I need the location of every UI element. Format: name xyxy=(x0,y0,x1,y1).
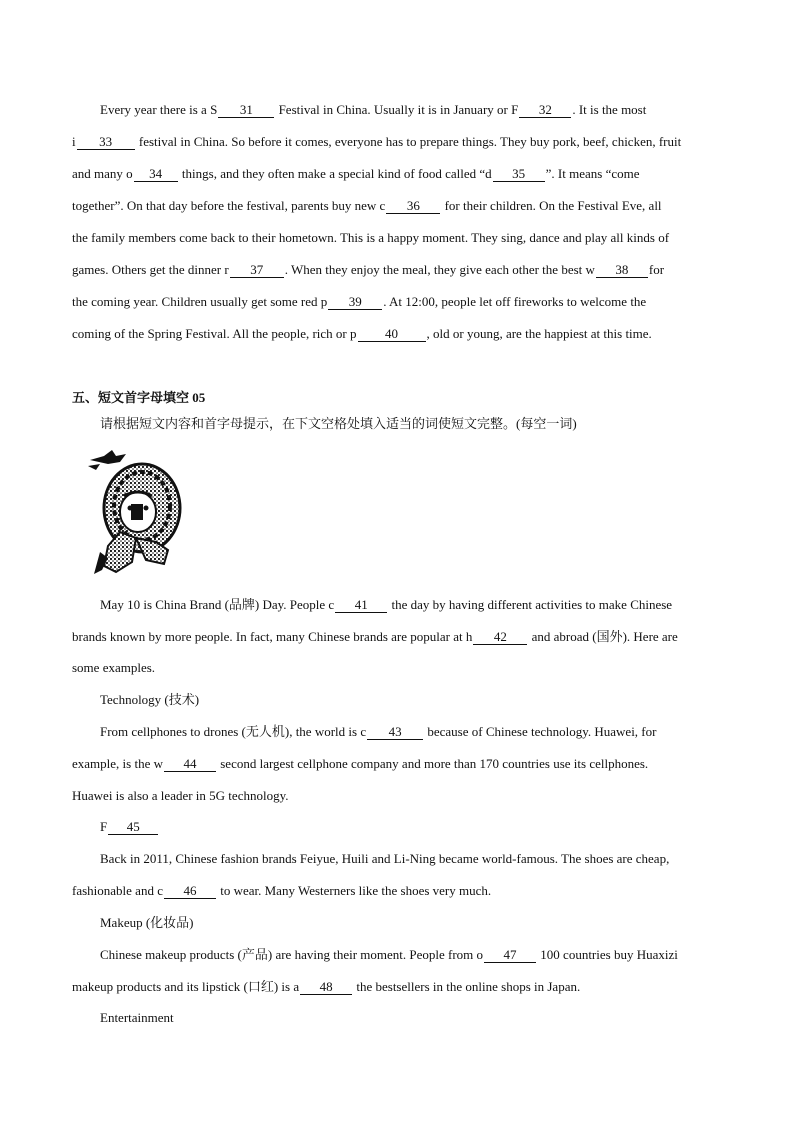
p2-line-1 xyxy=(100,595,672,615)
text-segment: the family members come back to their hometown. This is a happy moment. They sing, dance and play all kinds of xyxy=(72,230,670,245)
text-segment: Technology (技术) xyxy=(100,692,200,707)
p2-subheading-entertainment xyxy=(100,1008,174,1028)
p1-line-8 xyxy=(72,324,652,344)
p1-line-4 xyxy=(72,196,662,216)
section-heading: 五、短文首字母填空 05 xyxy=(72,390,206,405)
blank-46[interactable]: 46 xyxy=(164,883,216,899)
text-segment: , old or young, are the happiest at this time. xyxy=(426,326,652,341)
text-segment: . It is the most xyxy=(572,102,647,117)
p2-line-7 xyxy=(72,786,288,806)
text-segment: example, is the w xyxy=(72,756,163,771)
text-segment: ”. It means “come xyxy=(545,166,640,181)
text-segment: . When they enjoy the meal, they give each other the best w xyxy=(284,262,595,277)
text-segment: and abroad (国外). Here are xyxy=(528,629,678,644)
p2-subheading-blank-45 xyxy=(100,817,159,837)
p1-line-1 xyxy=(100,100,646,120)
blank-41[interactable]: 41 xyxy=(335,597,387,613)
text-segment: because of Chinese technology. Huawei, for xyxy=(424,724,657,739)
p1-line-3 xyxy=(72,164,639,184)
text-segment: Festival in China. Usually it is in January or F xyxy=(275,102,519,117)
p1-line-6 xyxy=(72,260,664,280)
text-segment: i xyxy=(72,134,76,149)
text-segment: Back in 2011, Chinese fashion brands Feiyue, Huili and Li-Ning became world-famous. The shoes are cheap, xyxy=(100,851,670,866)
p1-line-7 xyxy=(72,292,646,312)
text-segment: the day by having different activities to make Chinese xyxy=(388,597,673,612)
text-segment: the bestsellers in the online shops in Japan. xyxy=(353,979,581,994)
p2-subheading-technology xyxy=(100,690,199,710)
blank-39[interactable]: 39 xyxy=(328,294,382,310)
blank-44[interactable]: 44 xyxy=(164,756,216,772)
blank-45[interactable]: 45 xyxy=(108,819,158,835)
text-segment: for their children. On the Festival Eve, all xyxy=(441,198,662,213)
text-segment: brands known by more people. In fact, many Chinese brands are popular at h xyxy=(72,629,473,644)
blank-31[interactable]: 31 xyxy=(218,102,274,118)
text-segment: . At 12:00, people let off fireworks to welcome the xyxy=(383,294,647,309)
blank-34[interactable]: 34 xyxy=(134,166,178,182)
p2-line-6 xyxy=(72,754,648,774)
text-segment: Huawei is also a leader in 5G technology. xyxy=(72,788,289,803)
text-segment: Every year there is a S xyxy=(100,102,218,117)
text-segment: the coming year. Children usually get some red p xyxy=(72,294,328,309)
text-segment: May 10 is China Brand (品牌) Day. People c xyxy=(100,597,335,612)
text-segment: makeup products and its lipstick (口红) is a xyxy=(72,979,300,994)
text-segment: Makeup (化妆品) xyxy=(100,915,194,930)
text-segment: F xyxy=(100,819,108,834)
text-segment: and many o xyxy=(72,166,133,181)
p2-line-9 xyxy=(100,849,669,869)
p2-subheading-makeup xyxy=(100,913,194,933)
blank-32[interactable]: 32 xyxy=(519,102,571,118)
blank-48[interactable]: 48 xyxy=(300,979,352,995)
text-segment: together”. On that day before the festival, parents buy new c xyxy=(72,198,386,213)
text-segment: festival in China. So before it comes, everyone has to prepare things. They buy pork, beef, chicken, fruit xyxy=(135,134,682,149)
blank-37[interactable]: 37 xyxy=(230,262,284,278)
text-segment: coming of the Spring Festival. All the people, rich or p xyxy=(72,326,357,341)
blank-40[interactable]: 40 xyxy=(358,326,426,342)
illustration-image xyxy=(86,446,182,578)
text-segment: From cellphones to drones (无人机), the world is c xyxy=(100,724,367,739)
text-segment: things, and they often make a special kind of food called “d xyxy=(178,166,492,181)
p2-line-2 xyxy=(72,627,678,647)
blank-42[interactable]: 42 xyxy=(473,629,527,645)
text-segment: games. Others get the dinner r xyxy=(72,262,229,277)
p2-line-3 xyxy=(72,658,155,678)
text-segment: second largest cellphone company and more than 170 countries use its cellphones. xyxy=(216,756,649,771)
p2-line-13 xyxy=(72,977,580,997)
p2-line-12 xyxy=(100,945,678,965)
text-segment: for xyxy=(648,262,665,277)
p1-line-5 xyxy=(72,228,669,248)
text-segment: fashionable and c xyxy=(72,883,163,898)
text-segment: Entertainment xyxy=(100,1010,174,1025)
section-instruction: 请根据短文内容和首字母提示，在下文空格处填入适当的词使短文完整。(每空一词) xyxy=(100,416,577,431)
blank-38[interactable]: 38 xyxy=(596,262,648,278)
p2-line-10 xyxy=(72,881,491,901)
blank-35[interactable]: 35 xyxy=(493,166,545,182)
blank-43[interactable]: 43 xyxy=(367,724,423,740)
text-segment: to wear. Many Westerners like the shoes very much. xyxy=(216,883,492,898)
blank-33[interactable]: 33 xyxy=(77,134,135,150)
p2-line-5 xyxy=(100,722,656,742)
text-segment: some examples. xyxy=(72,660,156,675)
blank-47[interactable]: 47 xyxy=(484,947,536,963)
p1-line-2 xyxy=(72,132,681,152)
text-segment: Chinese makeup products (产品) are having their moment. People from o xyxy=(100,947,484,962)
text-segment: 100 countries buy Huaxizi xyxy=(537,947,678,962)
blank-36[interactable]: 36 xyxy=(386,198,440,214)
